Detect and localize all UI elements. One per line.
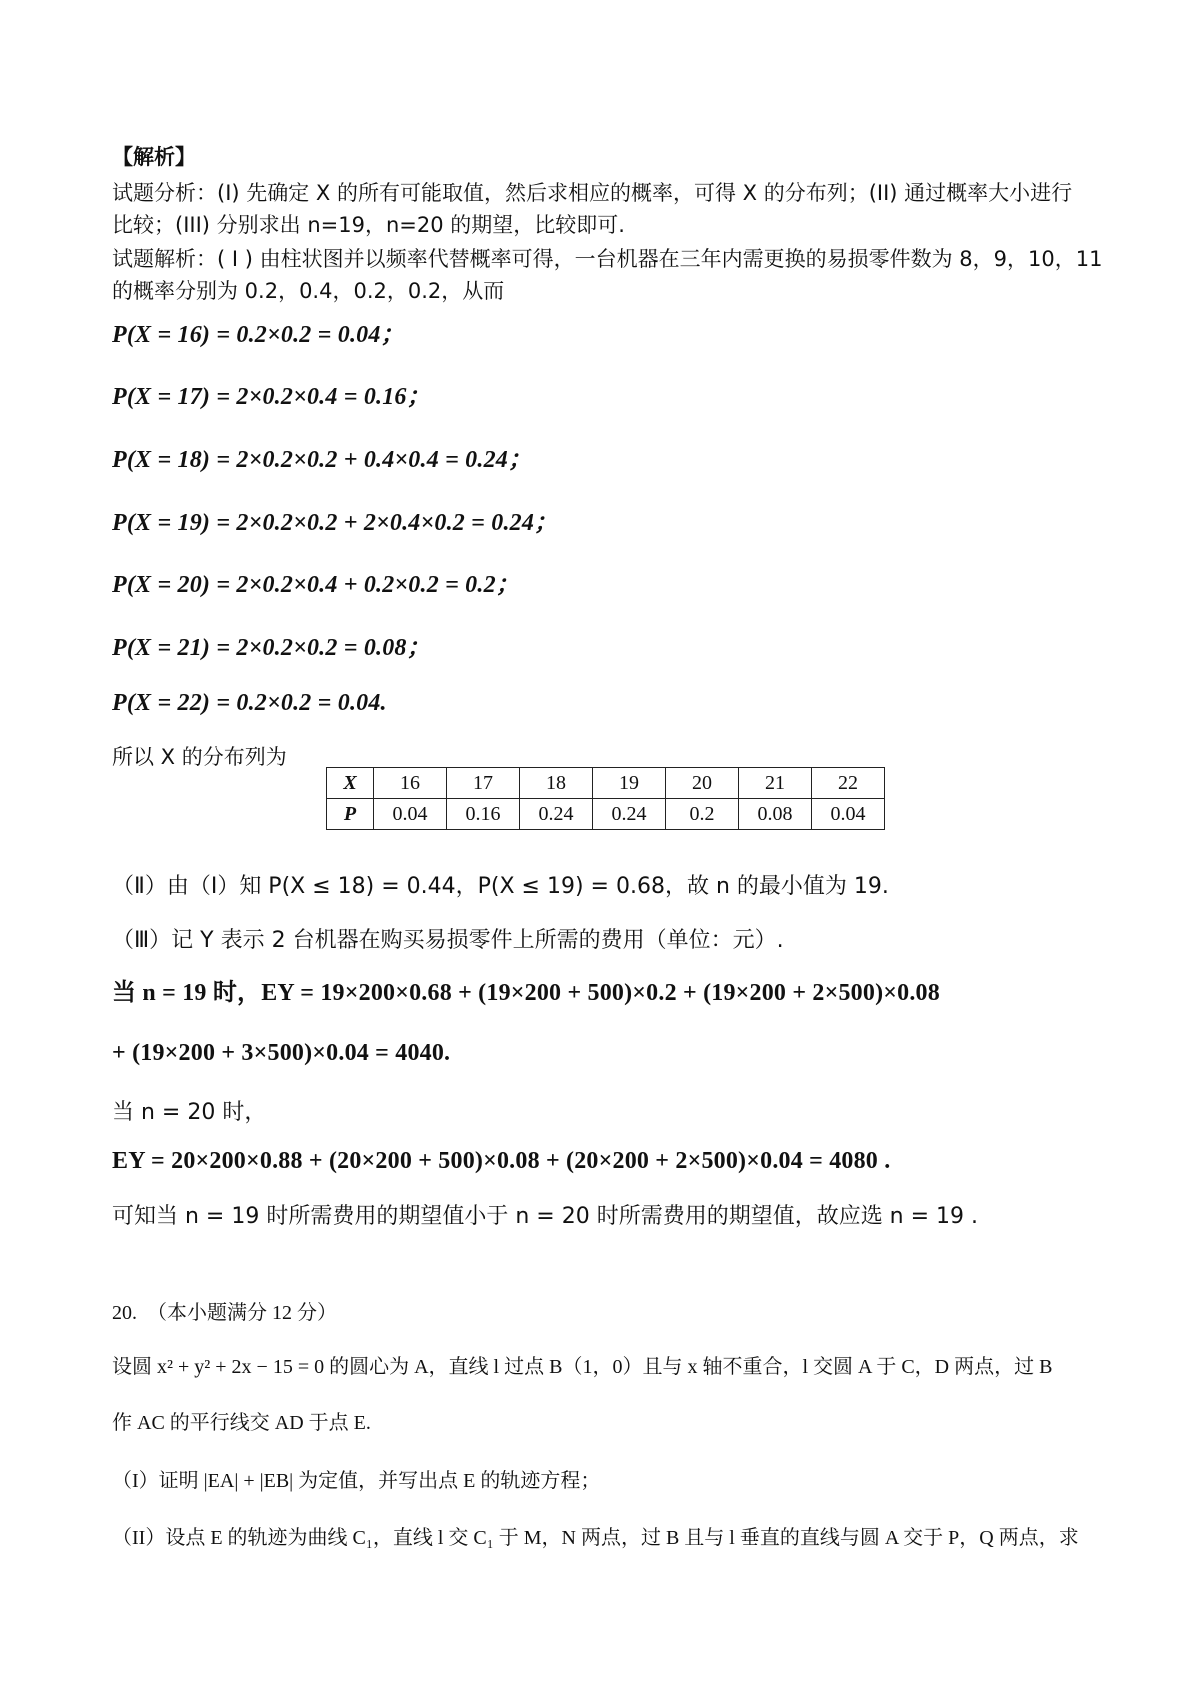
table-cell: 0.24 (520, 799, 593, 830)
formula-x18: P(X = 18) = 2×0.2×0.2 + 0.4×0.4 = 0.24； (112, 447, 533, 473)
part-3-intro: （Ⅲ）记 Y 表示 2 台机器在购买易损零件上所需的费用（单位：元）. (112, 928, 784, 953)
table-cell: 18 (520, 768, 593, 799)
table-cell: 0.08 (739, 799, 812, 830)
detail-line-1: 试题解析：( I ) 由柱状图并以频率代替概率可得，一台机器在三年内需更换的易损零件数为 8，9，10，11 (112, 247, 1103, 271)
problem-20-number: 20. （本小题满分 12 分） (112, 1302, 337, 1324)
table-cell: 16 (374, 768, 447, 799)
table-cell: 20 (666, 768, 739, 799)
conclusion: 可知当 n = 19 时所需费用的期望值小于 n = 20 时所需费用的期望值，故应选 n = 19 . (112, 1204, 979, 1229)
analysis-line-2: 比较；(III) 分别求出 n=19，n=20 的期望，比较即可. (112, 213, 625, 237)
formula-x16: P(X = 16) = 0.2×0.2 = 0.04； (112, 322, 405, 348)
table-cell: 21 (739, 768, 812, 799)
table-cell: 22 (812, 768, 885, 799)
table-cell: 0.24 (593, 799, 666, 830)
table-header-x: X (327, 768, 374, 799)
table-cell: 0.16 (447, 799, 520, 830)
n20-label: 当 n = 20 时， (112, 1100, 267, 1125)
table-row-x (327, 768, 885, 799)
analysis-line-1: 试题分析：(I) 先确定 X 的所有可能取值，然后求相应的概率，可得 X 的分布列；(II) 通过概率大小进行 (112, 181, 1073, 205)
table-row-p (327, 799, 885, 830)
distribution-intro: 所以 X 的分布列为 (112, 745, 287, 769)
formula-x20: P(X = 20) = 2×0.2×0.4 + 0.2×0.2 = 0.2； (112, 572, 520, 598)
expectation-n19-line-2: + (19×200 + 3×500)×0.04 = 4040. (112, 1040, 451, 1066)
problem-20-line-1: 设圆 x² + y² + 2x − 15 = 0 的圆心为 A，直线 l 过点 B（1，0）且与 x 轴不重合，l 交圆 A 于 C，D 两点，过 B (112, 1356, 1053, 1378)
formula-x22: P(X = 22) = 0.2×0.2 = 0.04. (112, 690, 387, 716)
problem-20-part-1: （I）证明 |EA| + |EB| 为定值，并写出点 E 的轨迹方程； (112, 1470, 601, 1492)
formula-x21: P(X = 21) = 2×0.2×0.2 = 0.08； (112, 635, 431, 661)
formula-x17: P(X = 17) = 2×0.2×0.4 = 0.16； (112, 384, 431, 410)
formula-x19: P(X = 19) = 2×0.2×0.2 + 2×0.4×0.2 = 0.24； (112, 510, 559, 536)
table-cell: 17 (447, 768, 520, 799)
table-cell: 0.04 (812, 799, 885, 830)
distribution-table (326, 767, 885, 830)
table-cell: 0.2 (666, 799, 739, 830)
expectation-n20: EY = 20×200×0.88 + (20×200 + 500)×0.08 + (20×200 + 2×500)×0.04 = 4080 . (112, 1148, 891, 1174)
expectation-n19-line-1: 当 n = 19 时，EY = 19×200×0.68 + (19×200 + 500)×0.2 + (19×200 + 2×500)×0.08 (112, 980, 940, 1006)
problem-20-line-2: 作 AC 的平行线交 AD 于点 E. (112, 1412, 371, 1434)
table-cell: 19 (593, 768, 666, 799)
problem-20-part-2: （II）设点 E 的轨迹为曲线 C₁，直线 l 交 C₁ 于 M，N 两点，过 B 且与 l 垂直的直线与圆 A 交于 P，Q 两点，求 (112, 1527, 1079, 1549)
solution-heading: 【解析】 (112, 145, 196, 169)
detail-line-2: 的概率分别为 0.2，0.4，0.2，0.2，从而 (112, 279, 505, 303)
table-cell: 0.04 (374, 799, 447, 830)
part-2-answer: （Ⅱ）由（Ⅰ）知 P(X ≤ 18) = 0.44，P(X ≤ 19) = 0.68，故 n 的最小值为 19. (112, 874, 889, 899)
table-header-p: P (327, 799, 374, 830)
